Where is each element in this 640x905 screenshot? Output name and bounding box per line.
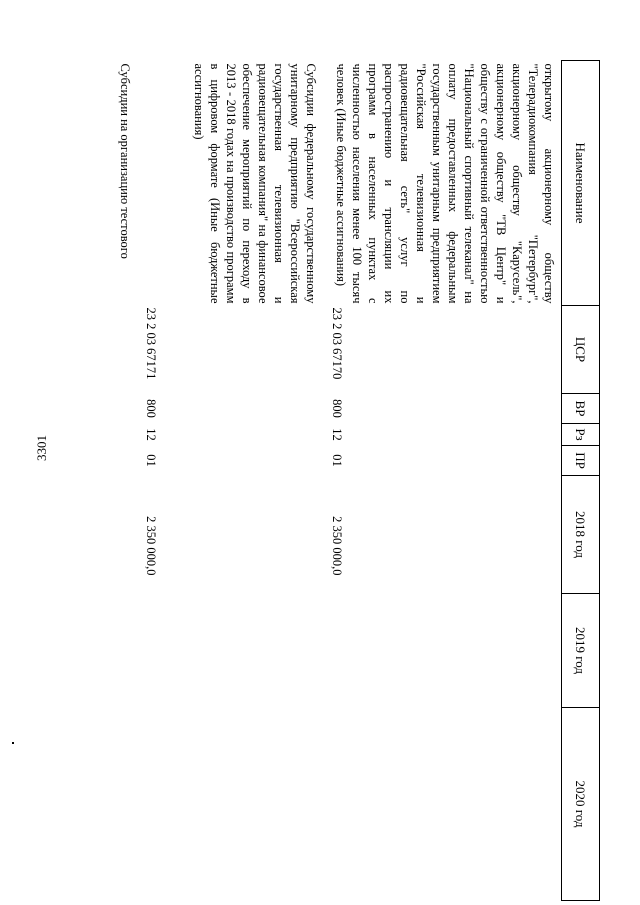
header-csr: ЦСР <box>562 306 600 394</box>
row-rz: 12 <box>330 428 344 441</box>
table-row <box>113 61 143 901</box>
row-pr: 01 <box>144 454 158 467</box>
header-2018: 2018 год <box>562 476 600 594</box>
row-csr: 23 2 03 67171 <box>144 307 158 380</box>
table-header-row <box>562 61 600 901</box>
row-2018: 2 350 000,0 <box>144 516 158 576</box>
table-row <box>143 61 329 901</box>
row-name: Субсидии федеральному государственному унитарному предприятию "Всероссийская государственная телевизионная и радиовещательная компания" на финансовое обеспечение мероприятий по переходу в 2013 - 2018 годах на производство программ в цифровом формате (Иные бюджетные ассигнования) <box>192 63 318 304</box>
row-name: Субсидии на организацию тестового <box>118 63 132 259</box>
header-2019: 2019 год <box>562 594 600 708</box>
row-2019 <box>329 594 562 708</box>
row-rz <box>113 424 143 446</box>
header-vr: ВР <box>562 394 600 424</box>
row-2018: 2 350 000,0 <box>330 516 344 576</box>
header-2020: 2020 год <box>562 708 600 901</box>
header-name: Наименование <box>562 61 600 306</box>
table-row <box>329 61 562 901</box>
row-2019 <box>143 594 329 708</box>
row-vr <box>113 394 143 424</box>
row-2020 <box>113 708 143 901</box>
row-pr <box>113 446 143 476</box>
row-2019 <box>113 594 143 708</box>
row-pr: 01 <box>330 454 344 467</box>
header-pr: ПР <box>562 446 600 476</box>
header-rz: Рз <box>562 424 600 446</box>
row-2018 <box>113 476 143 594</box>
budget-table-sheet <box>55 60 600 900</box>
budget-table <box>113 60 600 901</box>
page-number: 3301 <box>34 435 49 461</box>
row-name: открытому акционерному обществу "Телерадиокомпания "Петербург", акционерному обществу "Карусель", акционерному обществу "ТВ Центр" и обществу с ограниченной ответственностью "Национальный спортивный телеканал" на оплату предоставленных федеральным государственным унитарным предприятием "Российская телевизионная и радиовещательная сеть" услуг по распространению и трансляции их программ в населенных пунктах с численностью населения менее 100 тысяч человек (Иные бюджетные ассигнования) <box>334 63 556 304</box>
row-2020 <box>329 708 562 901</box>
row-rz: 12 <box>144 428 158 441</box>
row-vr: 800 <box>330 399 344 418</box>
row-csr: 23 2 03 67170 <box>330 307 344 380</box>
scan-dot <box>12 742 14 744</box>
row-2020 <box>143 708 329 901</box>
row-vr: 800 <box>144 399 158 418</box>
row-csr <box>113 306 143 394</box>
